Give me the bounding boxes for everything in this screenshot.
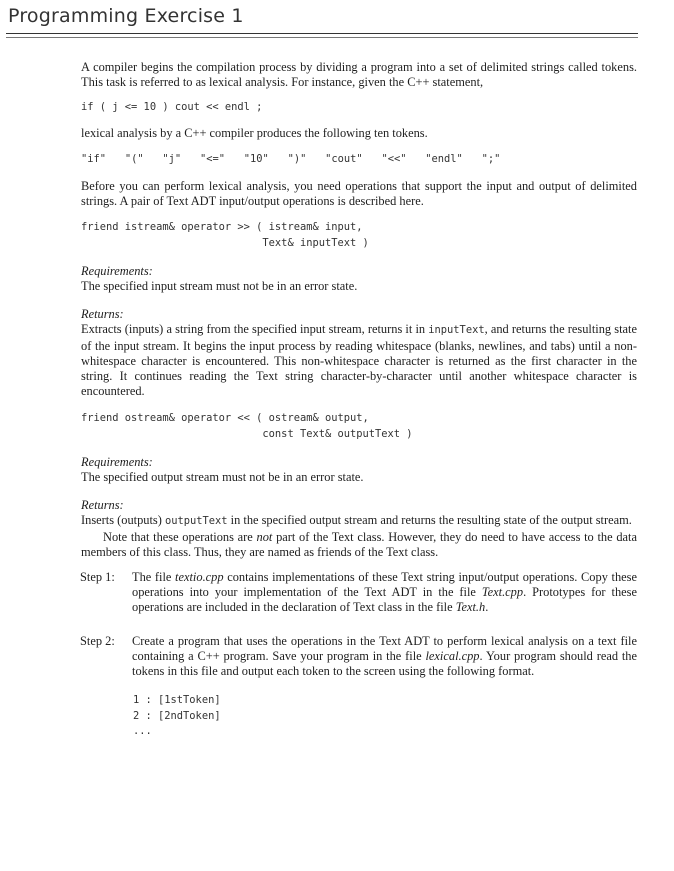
step-text [132,570,637,616]
step-label: Step 1: [80,570,115,585]
inline-code: inputText [428,324,485,337]
signature-line: friend ostream& operator << ( ostream& output, [81,412,369,425]
signature-line: const Text& outputText ) [81,427,413,440]
token: "endl" [425,152,463,165]
example-code: if ( j <= 10 ) cout << endl ; [81,101,263,114]
token-list [81,152,637,167]
text-run: The file [132,570,176,585]
output-format-sample [133,693,637,739]
output-returns-heading: Returns: [81,498,124,513]
text-run: , and returns the resulting state of the input stream. It begins the input process by reading whitespace (blanks, newlines, and tabs) until a non-whitespace character is encountered. This non-whitespace character is returned as the first character in the string. It continues reading the Text string character-by-character until another whitespace character is encountered. [81,322,637,399]
text-run: contains implementations of these Text string input/output operations. Copy these operations into your implementation of the Text ADT in the file [132,570,637,600]
input-requirements-text: The specified input stream must not be in an error state. [81,279,358,294]
output-requirements-heading: Requirements: [81,454,153,469]
page-title: Programming Exercise 1 [8,5,244,27]
text-run: Create a program that uses the operations in the Text ADT to perform lexical analysis on a text file containing a C++ program. Save your program in the file [132,633,637,663]
step-2 [81,634,637,680]
token: "10" [243,152,269,165]
token: "<=" [199,152,225,165]
title-rule [6,33,638,34]
input-requirements-heading: Requirements: [81,263,153,278]
text-run: Extracts (inputs) a string from the specified input stream, returns it in [81,322,429,337]
text-run: in the specified output stream and returns the resulting state of the output stream. [227,513,632,528]
token: "if" [81,152,107,165]
token: ";" [481,152,501,165]
step-text [132,634,637,680]
before-paragraph: Before you can perform lexical analysis, you need operations that support the input and output of delimited strings. A pair of Text ADT input/output operations is described here. [81,179,637,209]
format-ellipsis: ... [133,725,152,738]
signature-line: Text& inputText ) [81,236,369,249]
text-run: Note that these operations are [103,529,257,544]
token: "(" [124,152,144,165]
file-name: textio.cpp [175,570,224,585]
output-returns-text [81,513,637,529]
text-run: . [485,600,489,615]
format-line: 1 : [1stToken] [133,694,221,707]
file-name: lexical.cpp [425,648,480,663]
file-name: Text.cpp [481,585,524,600]
token: "<<" [381,152,407,165]
token-intro: lexical analysis by a C++ compiler produces the following ten tokens. [81,125,428,140]
input-op-signature [81,220,637,250]
input-returns-text [81,322,637,399]
inline-code: outputText [164,515,228,528]
note-paragraph [81,530,637,560]
token: "cout" [325,152,363,165]
text-run: . Prototypes for these operations are included in the declaration of Text class in the file [132,585,637,615]
exercise-body [81,60,637,740]
token: "j" [162,152,182,165]
output-requirements-text: The specified output stream must not be in an error state. [81,470,364,485]
title-rule-thin [6,37,638,38]
step-1 [81,570,637,616]
format-line: 2 : [2ndToken] [133,709,221,722]
token: ")" [287,152,307,165]
text-run: . Your program should read the tokens in this file and output each token to the screen using the following format. [132,648,637,679]
intro-paragraph: A compiler begins the compilation process by dividing a program into a set of delimited strings called tokens. This task is referred to as lexical analysis. For instance, given the C++ statement, [81,60,637,90]
text-run: part of the Text class. However, they do need to have access to the data members of this class. Thus, they are named as friends of the Text class. [81,529,637,559]
output-op-signature [81,411,637,441]
file-name: Text.h [455,600,486,615]
text-run: Inserts (outputs) [81,513,165,528]
input-returns-heading: Returns: [81,307,124,322]
signature-line: friend istream& operator >> ( istream& input, [81,221,363,234]
emphasis: not [256,529,273,544]
step-label: Step 2: [80,633,115,648]
